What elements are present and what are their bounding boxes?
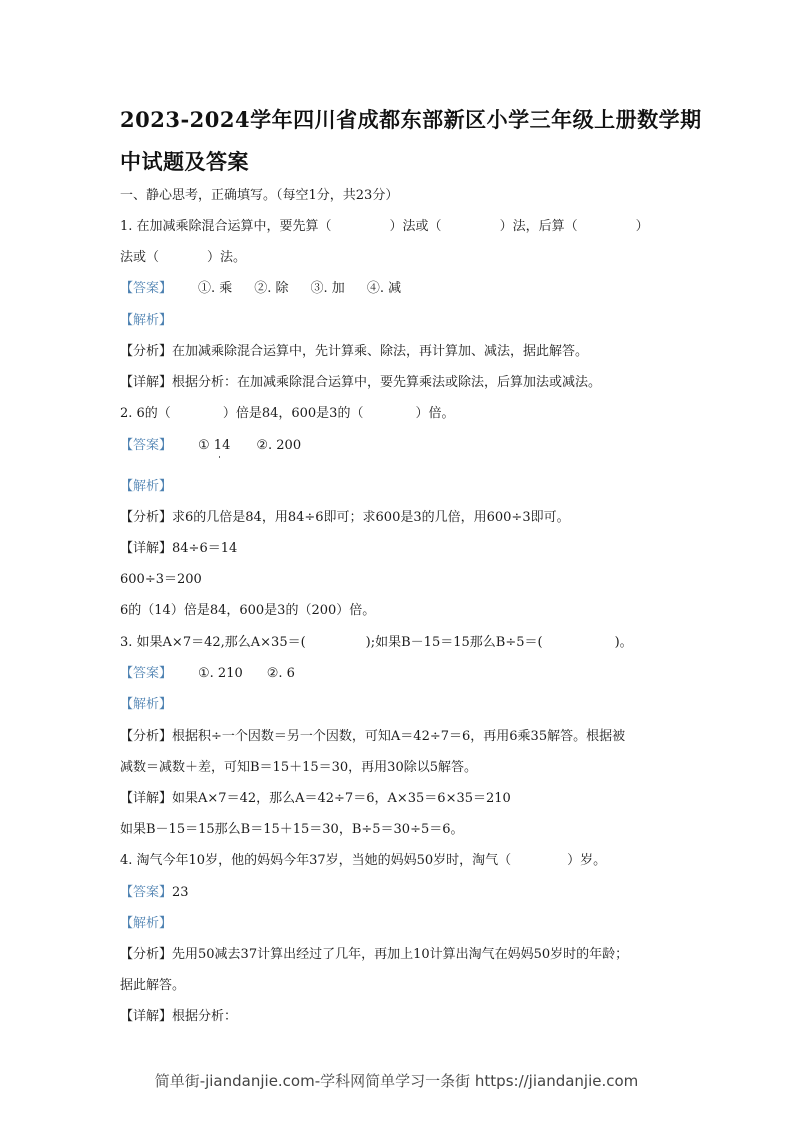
answer-item: ②. 6 xyxy=(266,666,295,681)
analysis-text: 求6的几倍是84，用84÷6即可；求600是3的几倍，用600÷3即可。 xyxy=(172,510,570,525)
answer-item: ①. 210 xyxy=(198,666,243,681)
question-2-text xyxy=(120,406,454,422)
question-3-answer xyxy=(120,666,295,682)
detail-label: 【详解】 xyxy=(120,541,173,556)
analysis-text: 在加减乘除混合运算中，先计算乘、除法，再计算加、减法，据此解答。 xyxy=(172,344,589,359)
document-title-line-2: 中试题及答案 xyxy=(120,149,249,174)
analysis-label: 【分析】 xyxy=(120,344,173,359)
detail-text: 84÷6＝14 xyxy=(172,541,238,556)
q4-part: 4. 淘气今年10岁，他的妈妈今年37岁，当她的妈妈50岁时，淘气（ xyxy=(120,853,512,868)
q1-part: ） xyxy=(635,219,649,234)
q3-part: );如果B－15＝15那么B÷5＝( xyxy=(365,635,543,650)
question-3-text xyxy=(120,635,633,651)
detail-label: 【详解】 xyxy=(120,791,173,806)
question-2-answer xyxy=(120,438,301,454)
answer-label: 【答案】 xyxy=(120,666,173,681)
answer-label: 【答案】 xyxy=(120,885,173,900)
question-3-analysis-line-2: 减数＝减数＋差，可知B＝15＋15＝30，再用30除以5解答。 xyxy=(120,760,477,775)
q1-part: ）法，后算（ xyxy=(499,219,578,234)
question-1-text-line-2 xyxy=(120,250,246,266)
question-4-analysis-line-2: 据此解答。 xyxy=(120,978,186,993)
q3-part: 3. 如果A×7＝42,那么A×35＝( xyxy=(120,635,306,650)
analysis-label: 【分析】 xyxy=(120,947,173,962)
answer-item: ③. 加 xyxy=(310,281,345,296)
question-4-detail xyxy=(120,1009,237,1025)
q2-part: ）倍是84，600是3的（ xyxy=(222,406,364,421)
q3-part: )。 xyxy=(614,635,633,650)
analysis-label: 【分析】 xyxy=(120,510,173,525)
analysis-text: 根据积÷一个因数＝另一个因数，可知A＝42÷7＝6，再用6乘35解答。根据被 xyxy=(172,729,626,744)
detail-text: 根据分析： xyxy=(172,1009,238,1024)
question-3-detail-line-2: 如果B－15＝15那么B＝15＋15＝30，B÷5＝30÷5＝6。 xyxy=(120,822,464,837)
analysis-header: 【解析】 xyxy=(120,313,173,328)
question-3-detail xyxy=(120,791,511,807)
question-2-detail xyxy=(120,541,237,557)
q1-part: 法或（ xyxy=(120,250,160,265)
answer-item: ④. 减 xyxy=(366,281,402,296)
q1-part: ）法或（ xyxy=(389,219,442,234)
section-heading: 一、静心思考，正确填写。（每空1分，共23分） xyxy=(120,188,399,203)
q2-part: ）倍。 xyxy=(415,406,455,421)
detail-label: 【详解】 xyxy=(120,1009,173,1024)
detail-label: 【详解】 xyxy=(120,375,173,390)
stray-mark xyxy=(219,456,220,458)
question-1-detail xyxy=(120,375,601,391)
question-2-detail-line-3: 6的（14）倍是84，600是3的（200）倍。 xyxy=(120,603,376,618)
document-title-line-1: 2023-2024学年四川省成都东部新区小学三年级上册数学期 xyxy=(120,107,702,132)
footer-watermark: 简单街-jiandanjie.com-学科网简单学习一条街 https://jiandanjie.com xyxy=(154,1072,639,1090)
question-1-text xyxy=(120,219,649,235)
analysis-header: 【解析】 xyxy=(120,697,173,712)
question-2-detail-line-2: 600÷3＝200 xyxy=(120,572,202,587)
q1-part: 1. 在加减乘除混合运算中，要先算（ xyxy=(120,219,332,234)
question-4-text xyxy=(120,853,606,869)
analysis-text: 先用50减去37计算出经过了几年，再加上10计算出淘气在妈妈50岁时的年龄； xyxy=(172,947,629,962)
q1-part: ）法。 xyxy=(207,250,247,265)
question-4-answer xyxy=(120,885,189,901)
question-2-analysis xyxy=(120,510,570,526)
analysis-header: 【解析】 xyxy=(120,916,173,931)
answer-item: 23 xyxy=(172,885,189,900)
question-1-answer xyxy=(120,281,401,297)
answer-item: ②. 200 xyxy=(256,438,302,453)
q2-part: 2. 6的（ xyxy=(120,406,171,421)
question-3-analysis xyxy=(120,729,625,745)
question-4-analysis xyxy=(120,947,628,963)
analysis-label: 【分析】 xyxy=(120,729,173,744)
answer-item: ① 14 xyxy=(198,438,231,453)
analysis-header: 【解析】 xyxy=(120,479,173,494)
answer-label: 【答案】 xyxy=(120,438,173,453)
detail-text: 如果A×7＝42，那么A＝42÷7＝6，A×35＝6×35＝210 xyxy=(172,791,511,806)
answer-item: ②. 除 xyxy=(254,281,289,296)
question-1-analysis xyxy=(120,344,588,360)
answer-label: 【答案】 xyxy=(120,281,173,296)
answer-item: ①. 乘 xyxy=(198,281,233,296)
q4-part: ）岁。 xyxy=(567,853,607,868)
detail-text: 根据分析：在加减乘除混合运算中，要先算乘法或除法，后算加法或减法。 xyxy=(172,375,602,390)
